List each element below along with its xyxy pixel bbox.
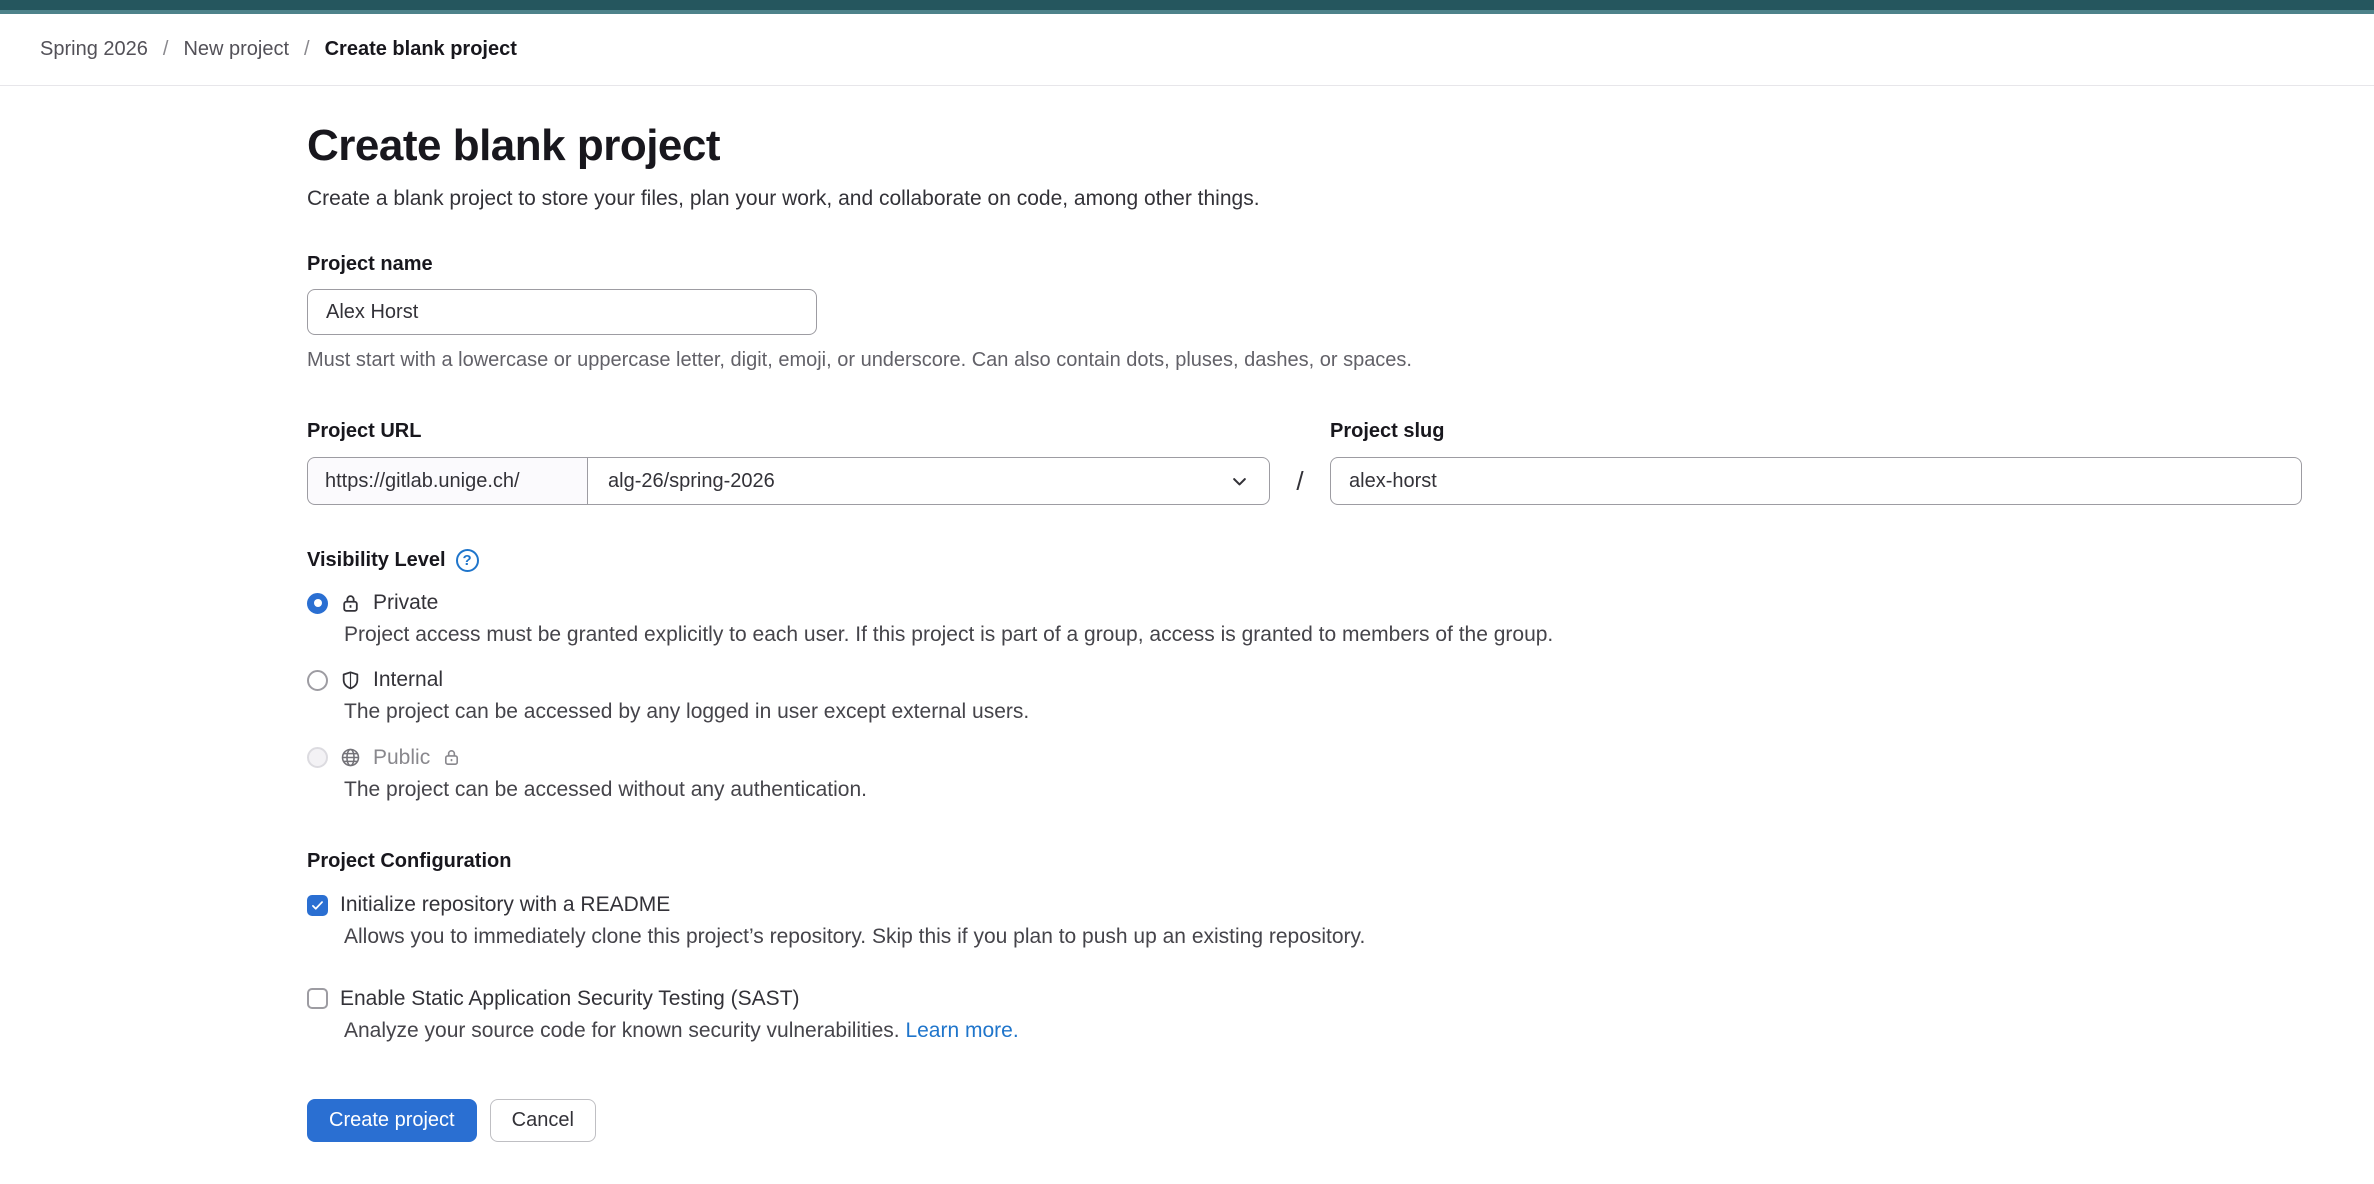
breadcrumb-item-group[interactable]: Spring 2026 (40, 38, 148, 60)
visibility-option-row (307, 668, 2302, 692)
project-slug-label: Project slug (1330, 420, 1445, 442)
breadcrumb (40, 38, 517, 61)
readme-option-description: Allows you to immediately clone this project’s repository. Skip this if you plan to push up an existing repository. (344, 925, 1366, 949)
create-project-button[interactable]: Create project (307, 1099, 477, 1142)
project-url-label: Project URL (307, 420, 422, 442)
learn-more-link[interactable]: Learn more. (905, 1018, 1019, 1042)
internal-option-label[interactable]: Internal (373, 668, 444, 692)
top-teal-bar (0, 0, 2374, 10)
project-slug-column (1330, 420, 2302, 505)
public-option-description: The project can be accessed without any authentication. (344, 777, 867, 801)
breadcrumb-separator: / (304, 38, 310, 60)
globe-icon (340, 747, 361, 768)
private-option-label[interactable]: Private (373, 591, 439, 614)
main-content (0, 86, 2374, 1142)
shield-icon (340, 670, 361, 691)
project-url-row (307, 420, 2302, 505)
internal-radio[interactable] (307, 670, 328, 691)
visibility-option-internal (307, 668, 2302, 726)
breadcrumb-item-current: Create blank project (324, 38, 517, 60)
url-slug-separator: / (1296, 466, 1304, 496)
sast-option (307, 987, 2302, 1045)
cancel-button[interactable]: Cancel (490, 1099, 596, 1142)
page-title: Create blank project (307, 121, 721, 170)
sast-description-text: Analyze your source code for known security vulnerabilities. (344, 1018, 906, 1042)
checkbox-row (307, 893, 2302, 917)
project-url-column (307, 420, 1270, 505)
breadcrumb-bar (0, 14, 2374, 86)
page-subtitle: Create a blank project to store your files, plan your work, and collaborate on code, among other things. (307, 187, 1260, 210)
project-name-help: Must start with a lowercase or uppercase letter, digit, emoji, or underscore. Can also contain dots, pluses, dashes, or spaces. (307, 349, 1412, 371)
readme-checkbox[interactable] (307, 895, 328, 916)
visibility-option-row (307, 591, 2302, 615)
help-question-icon[interactable]: ? (456, 549, 479, 572)
project-url-prefix: https://gitlab.unige.ch/ (307, 457, 587, 505)
lock-icon (340, 593, 361, 614)
internal-option-description: The project can be accessed by any logged in user except external users. (344, 700, 1030, 724)
project-name-input[interactable] (307, 289, 817, 335)
readme-option (307, 893, 2302, 951)
breadcrumb-separator: / (162, 38, 169, 60)
project-name-label: Project name (307, 253, 433, 275)
checkbox-row (307, 987, 2302, 1011)
breadcrumb-item-new-project[interactable]: New project (183, 38, 290, 60)
project-slug-input[interactable] (1330, 457, 2302, 505)
private-option-description: Project access must be granted explicitly to each user. If this project is part of a group, access is granted to members of the group. (344, 623, 1554, 646)
sast-option-label[interactable]: Enable Static Application Security Testing (SAST) (340, 986, 800, 1010)
visibility-option-public (307, 746, 2302, 804)
public-option-label: Public (373, 745, 431, 769)
project-configuration-label: Project Configuration (307, 850, 512, 873)
chevron-down-icon (1230, 472, 1249, 491)
visibility-option-private (307, 591, 2302, 649)
visibility-option-row (307, 746, 2302, 770)
visibility-level-row (307, 549, 2302, 572)
lock-icon-small (442, 748, 461, 767)
private-radio[interactable] (307, 593, 328, 614)
form-actions (307, 1099, 2302, 1142)
namespace-dropdown[interactable] (587, 457, 1270, 505)
namespace-dropdown-value: alg-26/spring-2026 (608, 469, 775, 492)
visibility-level-label: Visibility Level (307, 549, 446, 571)
project-url-group (307, 457, 1270, 505)
sast-option-description (344, 1016, 2302, 1045)
readme-option-label[interactable]: Initialize repository with a README (340, 893, 671, 917)
sast-checkbox[interactable] (307, 988, 328, 1009)
public-radio (307, 747, 328, 768)
